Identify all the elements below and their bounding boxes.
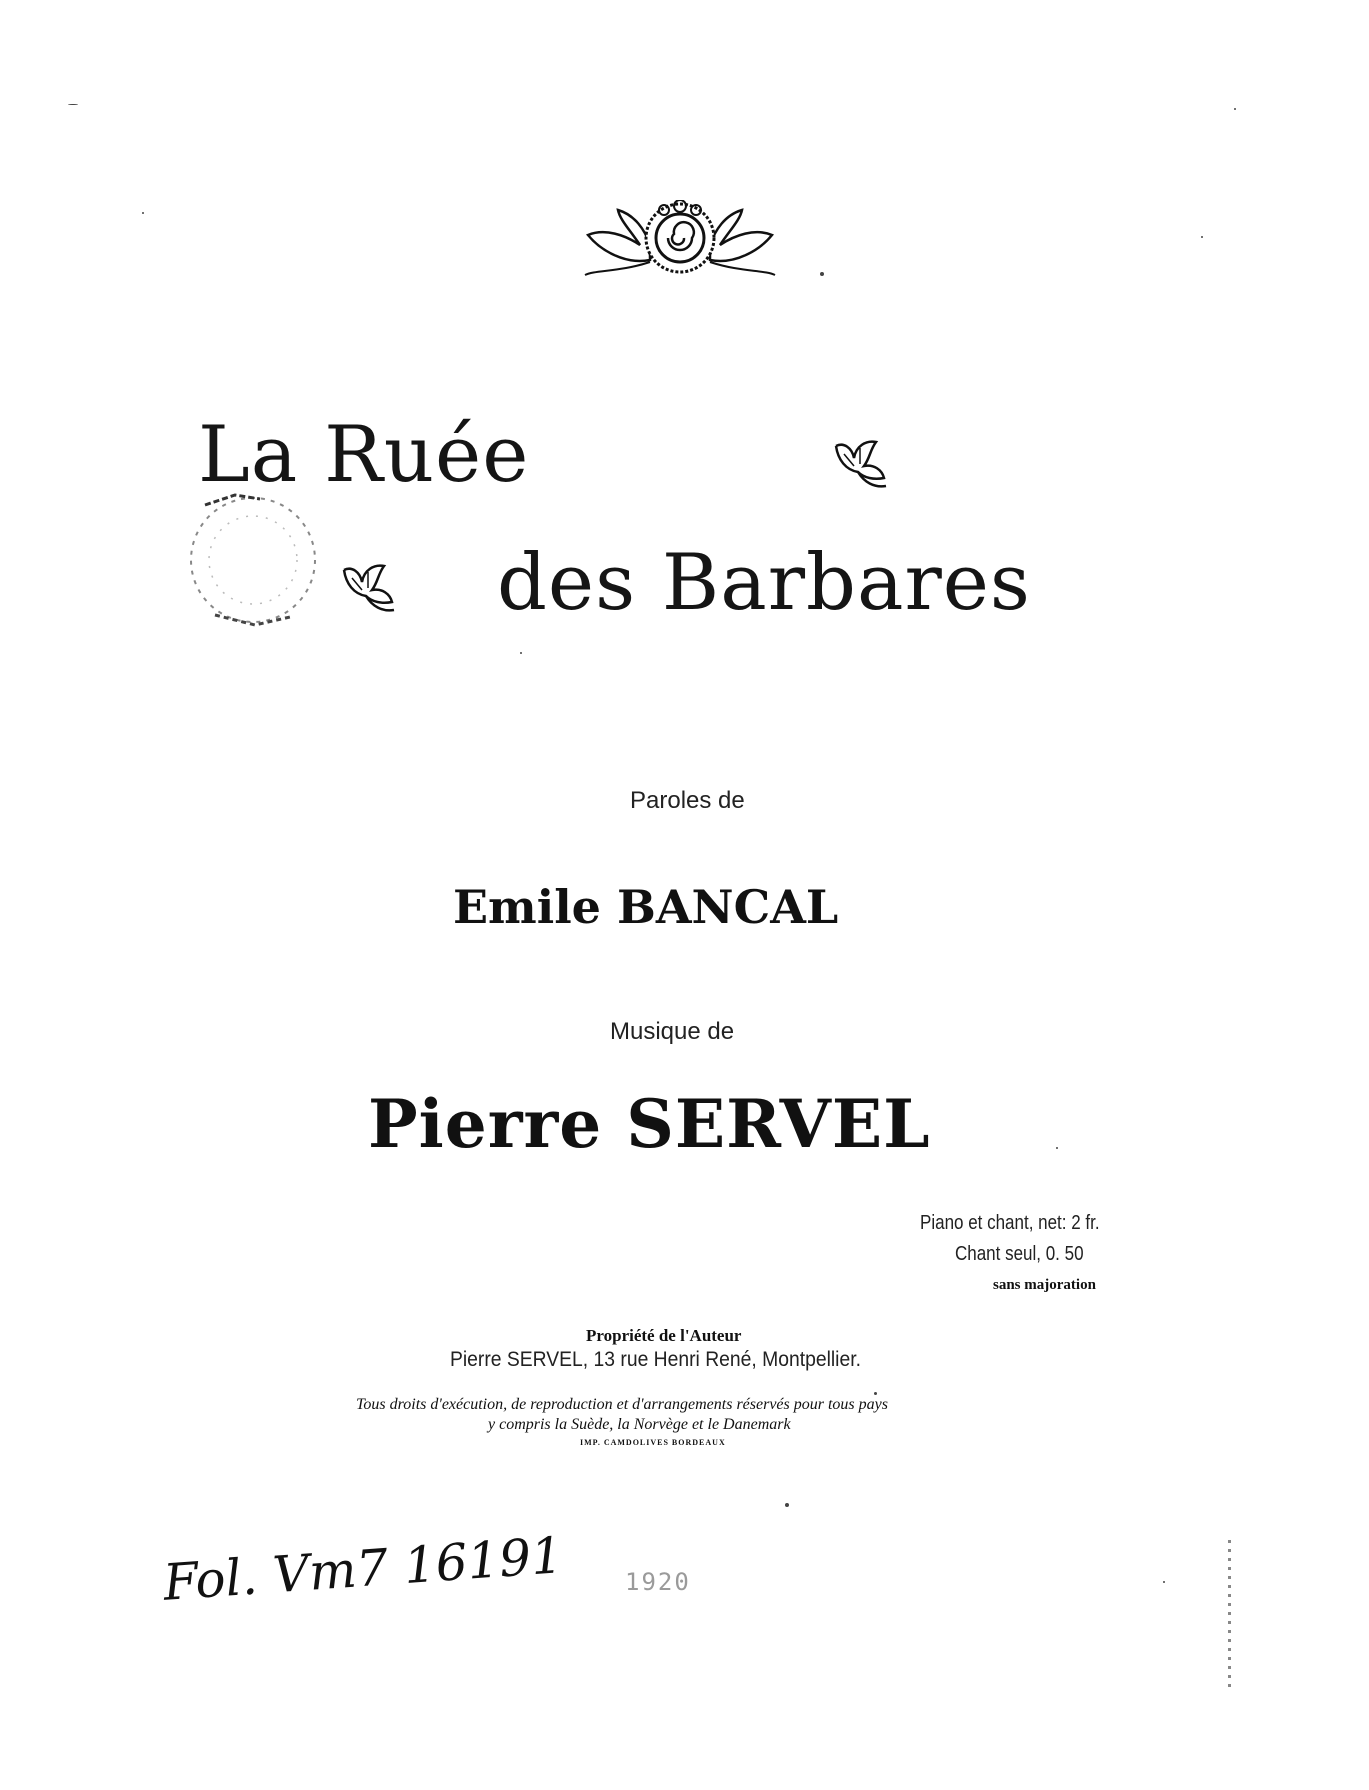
speck [1056, 1147, 1058, 1149]
library-stamp [175, 485, 335, 635]
edge-mark [1228, 1540, 1231, 1690]
rights-line-2: y compris la Suède, la Norvège et le Danemark [488, 1416, 791, 1433]
price-piano-chant: Piano et chant, net: 2 fr. [920, 1212, 1100, 1234]
speck [1163, 1581, 1165, 1583]
property-line: Propriété de l'Auteur [586, 1326, 742, 1345]
composer-name: Pierre SERVEL [368, 1085, 931, 1163]
publisher-address: Pierre SERVEL, 13 rue Henri René, Montpellier. [450, 1348, 861, 1371]
speck [1201, 236, 1203, 238]
speck [785, 1503, 789, 1507]
lyricist-name: Emile BANCAL [453, 880, 839, 934]
leaf-ornament-left [338, 560, 398, 616]
catalog-mark: Fol. Vm7 16191 [161, 1526, 565, 1612]
leaf-ornament-right [830, 436, 890, 492]
title-line-2: des Barbares [497, 538, 1031, 628]
price-note: sans majoration [993, 1277, 1096, 1293]
speck [142, 212, 144, 214]
title-line-1: La Ruée [198, 410, 530, 500]
price-chant-seul: Chant seul, 0. 50 [955, 1243, 1084, 1265]
lyrics-label: Paroles de [630, 787, 745, 814]
speck [520, 652, 522, 654]
speck [820, 272, 824, 276]
rights-line-1: Tous droits d'exécution, de reproduction et d'arrangements réservés pour tous pays [356, 1396, 888, 1413]
printer-line: IMP. CAMDOLIVES BORDEAUX [580, 1438, 726, 1447]
rose-ornament [580, 200, 780, 278]
year-stamp: 1920 [625, 1568, 691, 1596]
speck [68, 104, 78, 105]
music-label: Musique de [610, 1018, 735, 1045]
speck [1234, 108, 1236, 110]
speck [874, 1392, 877, 1395]
